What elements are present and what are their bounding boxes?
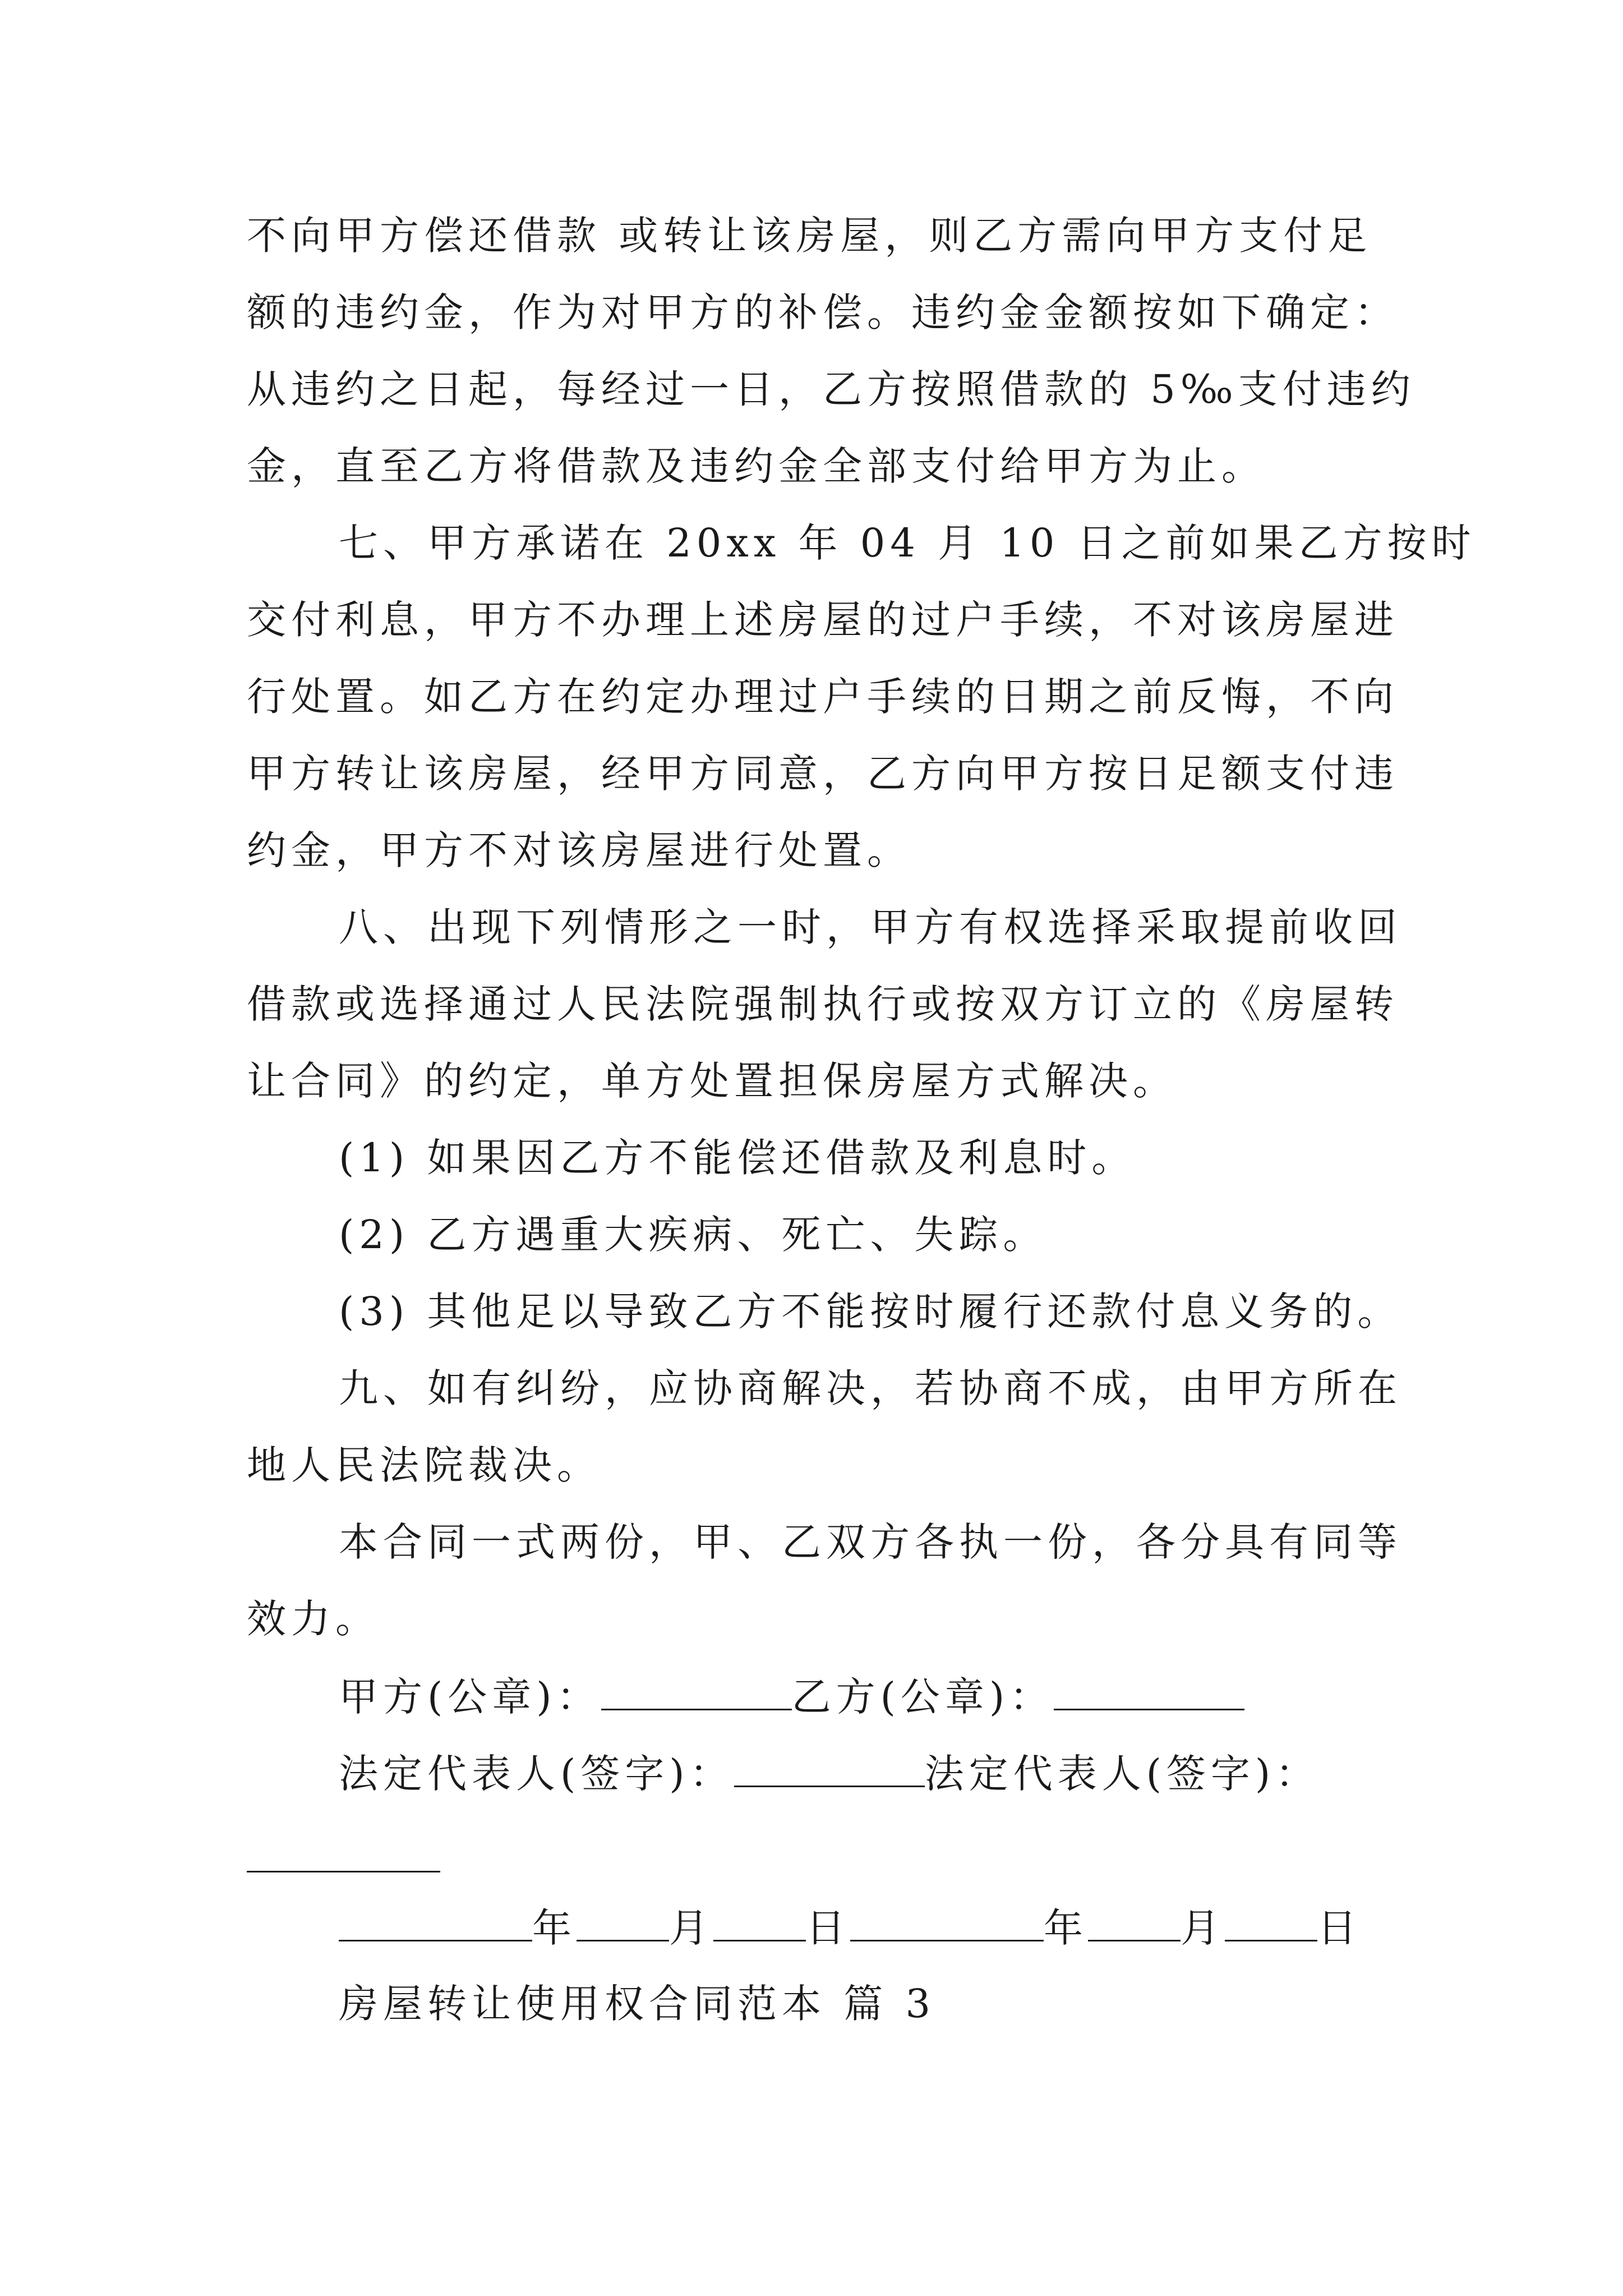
party-a-seal-blank xyxy=(601,1676,792,1710)
date-a-day-blank xyxy=(713,1907,806,1941)
date-b-month-blank xyxy=(1088,1907,1181,1941)
party-a-rep-blank xyxy=(734,1753,925,1787)
paragraph-line: 地人民法院裁决。 xyxy=(247,1442,601,1488)
date-a-year-blank xyxy=(339,1907,532,1941)
date-row xyxy=(339,1905,1362,1951)
party-b-rep-label: 法定代表人(签字)： xyxy=(924,1751,1320,1797)
paragraph-line: 交付利息，甲方不办理上述房屋的过户手续，不对该房屋进 xyxy=(247,597,1399,643)
party-b-rep-blank xyxy=(247,1871,440,1872)
party-a-rep-label: 法定代表人(签字)： xyxy=(339,1751,734,1797)
paragraph-line: 额的违约金，作为对甲方的补偿。违约金金额按如下确定： xyxy=(247,289,1399,335)
paragraph-line: 金，直至乙方将借款及违约金全部支付给甲方为止。 xyxy=(247,443,1266,489)
representative-signature-row xyxy=(339,1751,1320,1797)
date-b-year-blank xyxy=(850,1907,1044,1941)
date-b-day-label: 日 xyxy=(1317,1905,1362,1951)
date-a-month-label: 月 xyxy=(669,1905,713,1951)
party-signature-row xyxy=(339,1674,1244,1720)
paragraph-line: 行处置。如乙方在约定办理过户手续的日期之前反悔，不向 xyxy=(247,674,1399,720)
date-b-month-label: 月 xyxy=(1181,1905,1225,1951)
copies-clause-line: 本合同一式两份，甲、乙双方各执一份，各分具有同等 xyxy=(339,1519,1402,1565)
date-a-day-label: 日 xyxy=(806,1905,850,1951)
list-item-1: (1) 如果因乙方不能偿还借款及利息时。 xyxy=(339,1135,1136,1181)
paragraph-line: 借款或选择通过人民法院强制执行或按双方订立的《房屋转 xyxy=(247,981,1399,1027)
date-b-year-label: 年 xyxy=(1044,1905,1088,1951)
date-a-year-label: 年 xyxy=(532,1905,577,1951)
party-b-seal-blank xyxy=(1054,1676,1244,1710)
next-section-heading: 房屋转让使用权合同范本 篇 3 xyxy=(339,1981,936,2027)
party-a-seal-label: 甲方(公章)： xyxy=(339,1674,601,1720)
list-item-3: (3) 其他足以导致乙方不能按时履行还款付息义务的。 xyxy=(339,1289,1402,1335)
clause-7-line: 七、甲方承诺在 20xx 年 04 月 10 日之前如果乙方按时 xyxy=(339,520,1476,566)
paragraph-line: 效力。 xyxy=(247,1596,380,1642)
list-item-2: (2) 乙方遇重大疾病、死亡、失踪。 xyxy=(339,1212,1048,1258)
date-a-month-blank xyxy=(577,1907,669,1941)
clause-9-line: 九、如有纠纷，应协商解决，若协商不成，由甲方所在 xyxy=(339,1365,1402,1411)
paragraph-line: 约金，甲方不对该房屋进行处置。 xyxy=(247,827,911,873)
date-b-day-blank xyxy=(1225,1907,1317,1941)
paragraph-line: 从违约之日起，每经过一日，乙方按照借款的 5‰支付违约 xyxy=(247,366,1415,412)
paragraph-line: 不向甲方偿还借款 或转让该房屋，则乙方需向甲方支付足 xyxy=(247,213,1372,259)
paragraph-line: 甲方转让该房屋，经甲方同意，乙方向甲方按日足额支付违 xyxy=(247,751,1399,797)
clause-8-line: 八、出现下列情形之一时，甲方有权选择采取提前收回 xyxy=(339,904,1402,950)
party-b-seal-label: 乙方(公章)： xyxy=(791,1674,1054,1720)
paragraph-line: 让合同》的约定，单方处置担保房屋方式解决。 xyxy=(247,1058,1177,1104)
